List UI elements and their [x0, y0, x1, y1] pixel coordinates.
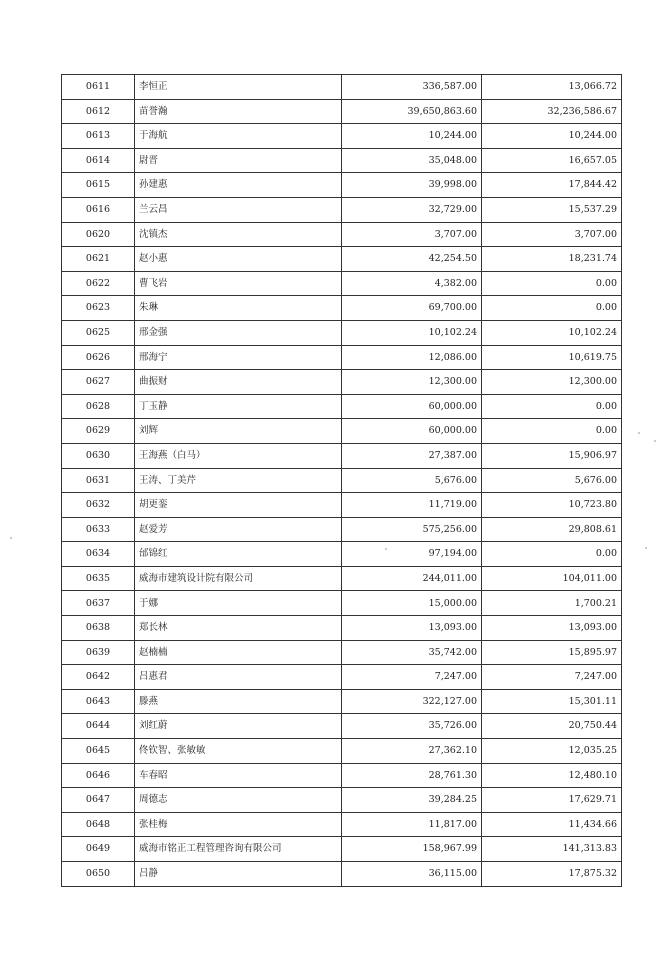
row-code-cell: 0616: [62, 197, 135, 222]
table-row: [62, 99, 622, 124]
row-amount-b-cell: 29,808.61: [482, 517, 622, 542]
row-name-cell: 王涛、丁美芹: [135, 468, 342, 493]
row-amount-b-cell: 15,895.97: [482, 640, 622, 665]
ledger-table-body: [62, 75, 622, 887]
table-row: [62, 419, 622, 444]
row-amount-a-cell: 11,817.00: [342, 812, 482, 837]
row-amount-a-cell: 60,000.00: [342, 419, 482, 444]
row-amount-b-cell: 17,875.32: [482, 862, 622, 887]
row-amount-b-cell: 13,066.72: [482, 75, 622, 100]
table-row: [62, 173, 622, 198]
row-name-cell: 赵楠楠: [135, 640, 342, 665]
row-name-cell: 威海市建筑设计院有限公司: [135, 566, 342, 591]
row-amount-a-cell: 244,011.00: [342, 566, 482, 591]
row-amount-a-cell: 69,700.00: [342, 296, 482, 321]
row-name-cell: 赵小惠: [135, 247, 342, 272]
row-code-cell: 0634: [62, 542, 135, 567]
row-code-cell: 0613: [62, 124, 135, 149]
row-amount-b-cell: 10,102.24: [482, 320, 622, 345]
row-amount-a-cell: 39,998.00: [342, 173, 482, 198]
row-code-cell: 0622: [62, 271, 135, 296]
row-amount-b-cell: 18,231.74: [482, 247, 622, 272]
row-code-cell: 0646: [62, 763, 135, 788]
row-code-cell: 0621: [62, 247, 135, 272]
table-row: [62, 345, 622, 370]
row-code-cell: 0639: [62, 640, 135, 665]
row-code-cell: 0649: [62, 837, 135, 862]
row-name-cell: 滕燕: [135, 689, 342, 714]
table-row: [62, 640, 622, 665]
row-code-cell: 0611: [62, 75, 135, 100]
row-amount-a-cell: 39,650,863.60: [342, 99, 482, 124]
row-code-cell: 0631: [62, 468, 135, 493]
table-row: [62, 763, 622, 788]
row-name-cell: 邰锦红: [135, 542, 342, 567]
table-row: [62, 124, 622, 149]
row-code-cell: 0620: [62, 222, 135, 247]
row-amount-b-cell: 0.00: [482, 542, 622, 567]
row-amount-a-cell: 3,707.00: [342, 222, 482, 247]
table-row: [62, 542, 622, 567]
row-amount-a-cell: 13,093.00: [342, 616, 482, 641]
row-amount-b-cell: 10,723.80: [482, 493, 622, 518]
table-row: [62, 739, 622, 764]
row-amount-a-cell: 42,254.50: [342, 247, 482, 272]
scan-speck: [638, 432, 640, 434]
ledger-table: [61, 74, 622, 887]
row-amount-a-cell: 12,086.00: [342, 345, 482, 370]
row-amount-b-cell: 10,619.75: [482, 345, 622, 370]
row-name-cell: 威海市铭正工程管理咨询有限公司: [135, 837, 342, 862]
scan-speck: [645, 547, 647, 549]
row-amount-b-cell: 32,236,586.67: [482, 99, 622, 124]
row-code-cell: 0629: [62, 419, 135, 444]
row-name-cell: 胡更銮: [135, 493, 342, 518]
row-amount-a-cell: 10,244.00: [342, 124, 482, 149]
table-row: [62, 837, 622, 862]
row-amount-a-cell: 322,127.00: [342, 689, 482, 714]
row-amount-b-cell: 7,247.00: [482, 665, 622, 690]
row-amount-b-cell: 16,657.05: [482, 148, 622, 173]
row-amount-b-cell: 0.00: [482, 394, 622, 419]
row-code-cell: 0627: [62, 370, 135, 395]
row-amount-b-cell: 15,301.11: [482, 689, 622, 714]
table-row: [62, 616, 622, 641]
row-amount-b-cell: 17,629.71: [482, 788, 622, 813]
row-amount-b-cell: 12,035.25: [482, 739, 622, 764]
table-row: [62, 320, 622, 345]
row-code-cell: 0626: [62, 345, 135, 370]
row-amount-a-cell: 7,247.00: [342, 665, 482, 690]
row-code-cell: 0614: [62, 148, 135, 173]
table-row: [62, 247, 622, 272]
table-row: [62, 714, 622, 739]
table-row: [62, 566, 622, 591]
row-amount-a-cell: 10,102.24: [342, 320, 482, 345]
row-name-cell: 王海燕（白马）: [135, 443, 342, 468]
table-row: [62, 468, 622, 493]
row-amount-a-cell: 35,742.00: [342, 640, 482, 665]
row-amount-a-cell: 575,256.00: [342, 517, 482, 542]
row-code-cell: 0632: [62, 493, 135, 518]
row-name-cell: 苗誉瀚: [135, 99, 342, 124]
row-name-cell: 李恒正: [135, 75, 342, 100]
scan-speck: [10, 537, 12, 539]
row-amount-a-cell: 5,676.00: [342, 468, 482, 493]
row-code-cell: 0648: [62, 812, 135, 837]
row-name-cell: 邢金强: [135, 320, 342, 345]
row-amount-a-cell: 12,300.00: [342, 370, 482, 395]
row-amount-a-cell: 35,726.00: [342, 714, 482, 739]
row-amount-a-cell: 39,284.25: [342, 788, 482, 813]
table-row: [62, 197, 622, 222]
row-amount-a-cell: 35,048.00: [342, 148, 482, 173]
row-amount-b-cell: 3,707.00: [482, 222, 622, 247]
row-amount-b-cell: 11,434.66: [482, 812, 622, 837]
row-code-cell: 0635: [62, 566, 135, 591]
row-amount-b-cell: 13,093.00: [482, 616, 622, 641]
row-amount-b-cell: 10,244.00: [482, 124, 622, 149]
row-amount-b-cell: 0.00: [482, 271, 622, 296]
row-code-cell: 0644: [62, 714, 135, 739]
row-name-cell: 沈镇杰: [135, 222, 342, 247]
row-amount-a-cell: 11,719.00: [342, 493, 482, 518]
row-amount-b-cell: 0.00: [482, 296, 622, 321]
row-name-cell: 刘辉: [135, 419, 342, 444]
row-amount-a-cell: 4,382.00: [342, 271, 482, 296]
row-code-cell: 0637: [62, 591, 135, 616]
table-row: [62, 493, 622, 518]
row-code-cell: 0628: [62, 394, 135, 419]
table-row: [62, 75, 622, 100]
row-name-cell: 吕静: [135, 862, 342, 887]
row-amount-a-cell: 36,115.00: [342, 862, 482, 887]
row-name-cell: 刘红蔚: [135, 714, 342, 739]
row-amount-a-cell: 60,000.00: [342, 394, 482, 419]
table-row: [62, 394, 622, 419]
row-amount-b-cell: 141,313.83: [482, 837, 622, 862]
row-amount-b-cell: 20,750.44: [482, 714, 622, 739]
row-amount-b-cell: 104,011.00: [482, 566, 622, 591]
row-name-cell: 佟钦智、张敏敏: [135, 739, 342, 764]
row-name-cell: 孙建惠: [135, 173, 342, 198]
row-code-cell: 0615: [62, 173, 135, 198]
row-code-cell: 0623: [62, 296, 135, 321]
row-name-cell: 郑长林: [135, 616, 342, 641]
row-code-cell: 0642: [62, 665, 135, 690]
row-amount-b-cell: 12,300.00: [482, 370, 622, 395]
table-row: [62, 148, 622, 173]
row-name-cell: 朱琳: [135, 296, 342, 321]
row-amount-b-cell: 15,537.29: [482, 197, 622, 222]
table-row: [62, 517, 622, 542]
table-row: [62, 443, 622, 468]
row-name-cell: 赵爱芳: [135, 517, 342, 542]
row-amount-a-cell: 336,587.00: [342, 75, 482, 100]
scan-speck: [654, 440, 656, 442]
row-name-cell: 曹飞岩: [135, 271, 342, 296]
table-row: [62, 222, 622, 247]
row-name-cell: 尉晋: [135, 148, 342, 173]
table-row: [62, 370, 622, 395]
row-amount-a-cell: 97,194.00: [342, 542, 482, 567]
row-name-cell: 曲振财: [135, 370, 342, 395]
table-row: [62, 296, 622, 321]
row-amount-a-cell: 28,761.30: [342, 763, 482, 788]
row-amount-b-cell: 17,844.42: [482, 173, 622, 198]
row-code-cell: 0643: [62, 689, 135, 714]
row-amount-a-cell: 27,362.10: [342, 739, 482, 764]
row-code-cell: 0647: [62, 788, 135, 813]
row-amount-b-cell: 12,480.10: [482, 763, 622, 788]
row-amount-a-cell: 27,387.00: [342, 443, 482, 468]
row-name-cell: 车春昭: [135, 763, 342, 788]
table-row: [62, 591, 622, 616]
row-code-cell: 0633: [62, 517, 135, 542]
table-row: [62, 689, 622, 714]
table-row: [62, 812, 622, 837]
table-row: [62, 665, 622, 690]
table-row: [62, 862, 622, 887]
row-code-cell: 0638: [62, 616, 135, 641]
row-amount-b-cell: 5,676.00: [482, 468, 622, 493]
row-name-cell: 于娜: [135, 591, 342, 616]
row-name-cell: 邢海宁: [135, 345, 342, 370]
table-row: [62, 788, 622, 813]
row-amount-a-cell: 158,967.99: [342, 837, 482, 862]
row-code-cell: 0645: [62, 739, 135, 764]
row-amount-b-cell: 15,906.97: [482, 443, 622, 468]
row-amount-a-cell: 15,000.00: [342, 591, 482, 616]
scan-speck: [385, 548, 387, 550]
row-name-cell: 吕惠君: [135, 665, 342, 690]
row-name-cell: 于海航: [135, 124, 342, 149]
row-code-cell: 0630: [62, 443, 135, 468]
row-amount-b-cell: 0.00: [482, 419, 622, 444]
row-name-cell: 丁玉静: [135, 394, 342, 419]
row-name-cell: 兰云昌: [135, 197, 342, 222]
row-name-cell: 张桂梅: [135, 812, 342, 837]
row-amount-a-cell: 32,729.00: [342, 197, 482, 222]
row-amount-b-cell: 1,700.21: [482, 591, 622, 616]
row-name-cell: 周德志: [135, 788, 342, 813]
row-code-cell: 0625: [62, 320, 135, 345]
table-row: [62, 271, 622, 296]
row-code-cell: 0612: [62, 99, 135, 124]
row-code-cell: 0650: [62, 862, 135, 887]
